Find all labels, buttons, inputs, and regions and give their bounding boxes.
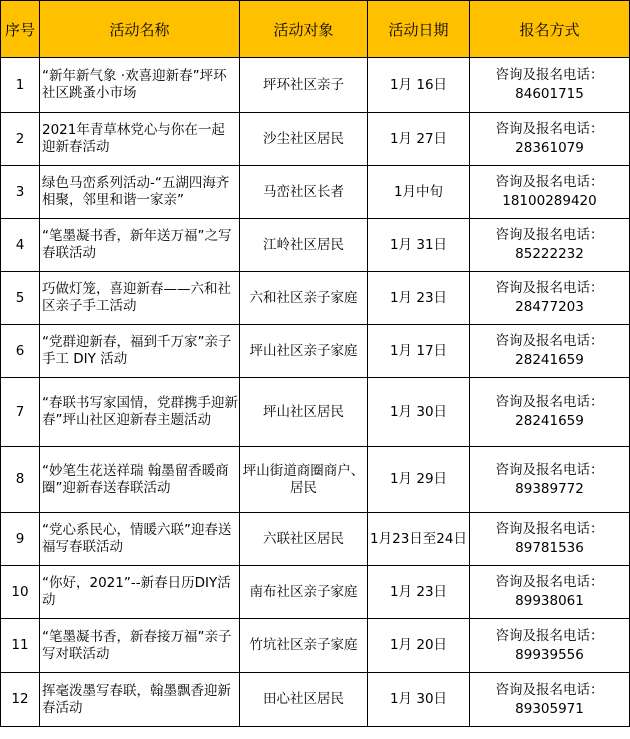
row-contact bbox=[470, 272, 630, 325]
contact-phone: 89938061 bbox=[515, 593, 584, 609]
row-no: 2 bbox=[1, 113, 40, 166]
row-target: 田心社区居民 bbox=[240, 673, 368, 727]
row-no: 10 bbox=[1, 566, 40, 619]
row-date: 1月23日至24日 bbox=[368, 513, 470, 566]
table-row bbox=[1, 113, 630, 166]
contact-phone: 89939556 bbox=[515, 646, 584, 663]
contact-label: 咨询及报名电话： bbox=[495, 280, 604, 296]
contact-label: 咨询及报名电话： bbox=[495, 681, 604, 698]
contact-phone: 28477203 bbox=[515, 299, 584, 315]
header-name: 活动名称 bbox=[40, 1, 240, 58]
row-activity-name: “你好，2021”--新春日历DIY活动 bbox=[40, 566, 240, 619]
row-activity-name: “党群迎新春，福到千万家”亲子手工 DIY 活动 bbox=[40, 325, 240, 378]
contact-label: 咨询及报名电话： bbox=[495, 174, 604, 190]
table-row bbox=[1, 272, 630, 325]
row-contact bbox=[470, 513, 630, 566]
row-contact bbox=[470, 378, 630, 447]
contact-phone: 85222232 bbox=[515, 246, 584, 262]
row-date: 1月 20日 bbox=[368, 619, 470, 673]
contact-label: 咨询及报名电话： bbox=[495, 227, 604, 243]
row-activity-name: “妙笔生花送祥瑞 翰墨留香暖商圈”迎新春送春联活动 bbox=[40, 447, 240, 513]
row-activity-name: “笔墨凝书香，新年送万福”之写春联活动 bbox=[40, 219, 240, 272]
table-row bbox=[1, 58, 630, 113]
row-date: 1月 31日 bbox=[368, 219, 470, 272]
row-target: 坪山社区亲子家庭 bbox=[240, 325, 368, 378]
table-row bbox=[1, 566, 630, 619]
row-activity-name: 挥毫泼墨写春联，翰墨飘香迎新春活动 bbox=[40, 673, 240, 727]
row-date: 1月 29日 bbox=[368, 447, 470, 513]
table-row bbox=[1, 166, 630, 219]
row-no: 3 bbox=[1, 166, 40, 219]
row-no: 6 bbox=[1, 325, 40, 378]
row-no: 9 bbox=[1, 513, 40, 566]
row-activity-name: 2021年青草林党心与你在一起迎新春活动 bbox=[40, 113, 240, 166]
table-row bbox=[1, 325, 630, 378]
row-activity-name: 绿色马峦系列活动-“五湖四海齐相聚，邻里和谐一家亲” bbox=[40, 166, 240, 219]
table-row bbox=[1, 513, 630, 566]
row-contact bbox=[470, 58, 630, 113]
contact-label: 咨询及报名电话： bbox=[495, 574, 604, 590]
row-contact bbox=[470, 566, 630, 619]
row-contact bbox=[470, 447, 630, 513]
row-activity-name: “春联书写家国情，党群携手迎新春”坪山社区迎新春主题活动 bbox=[40, 378, 240, 447]
row-contact bbox=[470, 325, 630, 378]
contact-label: 咨询及报名电话： bbox=[495, 394, 604, 410]
contact-phone: 28241659 bbox=[515, 352, 584, 368]
row-target: 坪环社区亲子 bbox=[240, 58, 368, 113]
table-row bbox=[1, 619, 630, 673]
row-contact bbox=[470, 113, 630, 166]
row-date: 1月 27日 bbox=[368, 113, 470, 166]
row-no: 8 bbox=[1, 447, 40, 513]
table-row bbox=[1, 673, 630, 727]
row-date: 1月 30日 bbox=[368, 378, 470, 447]
row-date: 1月 17日 bbox=[368, 325, 470, 378]
row-target: 竹坑社区亲子家庭 bbox=[240, 619, 368, 673]
table-row bbox=[1, 219, 630, 272]
table-row bbox=[1, 378, 630, 447]
row-target: 坪山街道商圈商户、居民 bbox=[240, 447, 368, 513]
contact-phone: 84601715 bbox=[515, 86, 584, 102]
contact-phone: 89781536 bbox=[515, 540, 584, 556]
row-activity-name: “笔墨凝书香，新春接万福”亲子写对联活动 bbox=[40, 619, 240, 673]
row-activity-name: 巧做灯笼，喜迎新春——六和社区亲子手工活动 bbox=[40, 272, 240, 325]
row-no: 4 bbox=[1, 219, 40, 272]
row-date: 1月中旬 bbox=[368, 166, 470, 219]
row-no: 5 bbox=[1, 272, 40, 325]
row-target: 坪山社区居民 bbox=[240, 378, 368, 447]
row-activity-name: “党心系民心，情暖六联”迎春送福写春联活动 bbox=[40, 513, 240, 566]
header-date: 活动日期 bbox=[368, 1, 470, 58]
row-contact bbox=[470, 619, 630, 673]
header-contact: 报名方式 bbox=[470, 1, 630, 58]
header-row bbox=[1, 1, 630, 58]
header-no: 序号 bbox=[1, 1, 40, 58]
row-no: 1 bbox=[1, 58, 40, 113]
row-target: 江岭社区居民 bbox=[240, 219, 368, 272]
row-date: 1月 16日 bbox=[368, 58, 470, 113]
contact-label: 咨询及报名电话： bbox=[495, 121, 604, 137]
contact-label: 咨询及报名电话： bbox=[495, 627, 604, 644]
contact-phone: 89305971 bbox=[515, 700, 584, 717]
contact-phone: 28241659 bbox=[515, 413, 584, 429]
row-no: 7 bbox=[1, 378, 40, 447]
row-no: 12 bbox=[1, 673, 40, 727]
row-target: 六联社区居民 bbox=[240, 513, 368, 566]
row-target: 马峦社区长者 bbox=[240, 166, 368, 219]
header-target: 活动对象 bbox=[240, 1, 368, 58]
row-activity-name: “新年新气象 ·欢喜迎新春”坪环社区跳蚤小市场 bbox=[40, 58, 240, 113]
row-date: 1月 23日 bbox=[368, 566, 470, 619]
contact-label: 咨询及报名电话： bbox=[495, 333, 604, 349]
row-target: 沙尘社区居民 bbox=[240, 113, 368, 166]
row-contact bbox=[470, 219, 630, 272]
row-contact bbox=[470, 673, 630, 727]
contact-phone: 18100289420 bbox=[502, 193, 597, 209]
contact-label: 咨询及报名电话： bbox=[495, 67, 604, 83]
contact-label: 咨询及报名电话： bbox=[495, 461, 604, 478]
row-contact bbox=[470, 166, 630, 219]
contact-phone: 89389772 bbox=[515, 480, 584, 497]
row-date: 1月 23日 bbox=[368, 272, 470, 325]
contact-label: 咨询及报名电话： bbox=[495, 521, 604, 537]
table-row bbox=[1, 447, 630, 513]
row-target: 南布社区亲子家庭 bbox=[240, 566, 368, 619]
row-date: 1月 30日 bbox=[368, 673, 470, 727]
row-no: 11 bbox=[1, 619, 40, 673]
row-target: 六和社区亲子家庭 bbox=[240, 272, 368, 325]
contact-phone: 28361079 bbox=[515, 140, 584, 156]
